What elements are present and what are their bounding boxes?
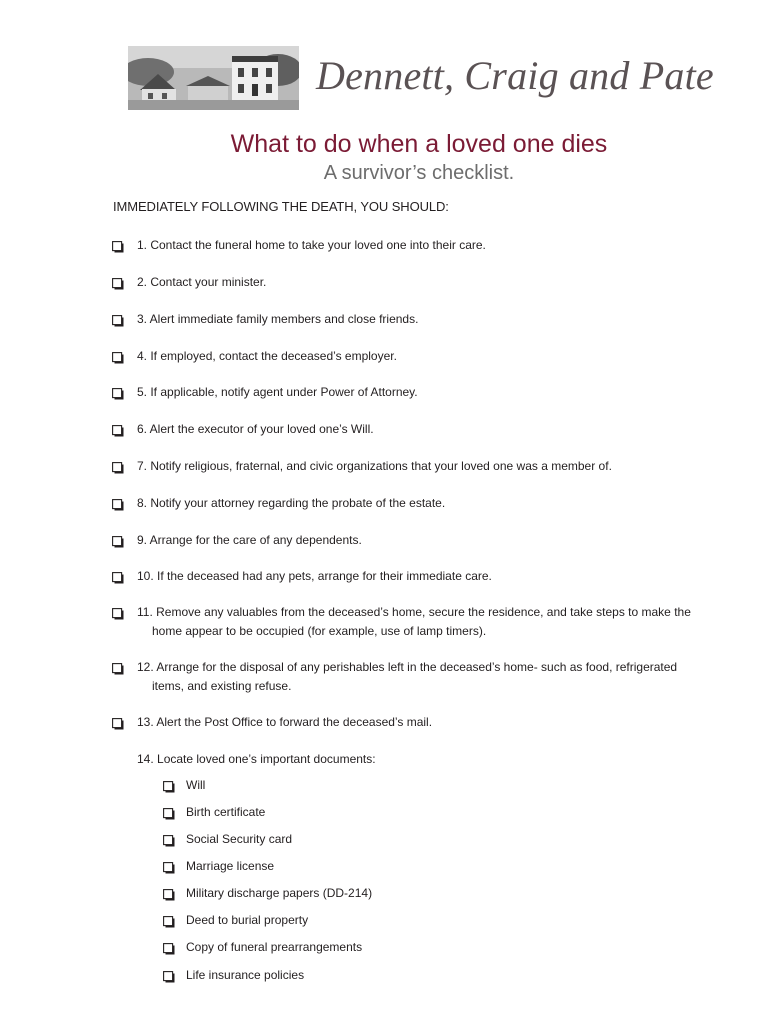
checklist-item-label: 6. Alert the executor of your loved one’s Will.: [137, 422, 374, 436]
firm-name: Dennett, Craig and Pate: [316, 53, 714, 98]
checklist-item-label: 8. Notify your attorney regarding the probate of the estate.: [137, 496, 446, 510]
checkbox-icon[interactable]: [163, 915, 175, 934]
checkbox-icon[interactable]: [112, 717, 124, 736]
checklist-item: [112, 457, 712, 476]
checklist-item: [112, 567, 712, 586]
page-title: What to do when a loved one dies: [230, 130, 608, 158]
checkbox-icon[interactable]: [112, 571, 124, 590]
checkbox-icon[interactable]: [112, 535, 124, 554]
checklist-item: [112, 236, 712, 255]
checkbox-icon[interactable]: [163, 807, 175, 826]
documents-heading: 14. Locate loved one’s important documents:: [137, 752, 376, 766]
checkbox-icon[interactable]: [112, 424, 124, 443]
checkbox-icon[interactable]: [163, 861, 175, 880]
document-item-label: Birth certificate: [186, 805, 266, 819]
page-subtitle: A survivor’s checklist.: [323, 162, 515, 184]
checklist-item: [112, 420, 712, 439]
checkbox-icon[interactable]: [163, 942, 175, 961]
checklist-item-label: 4. If employed, contact the deceased’s employer.: [137, 349, 397, 363]
checklist-item-label: 13. Alert the Post Office to forward the deceased’s mail.: [137, 715, 433, 729]
checklist-item-label: 10. If the deceased had any pets, arrange for their immediate care.: [137, 569, 492, 583]
document-item: [163, 966, 304, 985]
checkbox-icon[interactable]: [163, 780, 175, 799]
checklist-item: [112, 658, 712, 696]
checkbox-icon[interactable]: [112, 387, 124, 406]
document-item-label: Will: [186, 778, 206, 792]
checklist-item-label: 7. Notify religious, fraternal, and civic organizations that your loved one was a member of.: [137, 459, 612, 473]
checklist-item-label: 2. Contact your minister.: [137, 275, 267, 289]
checkbox-icon[interactable]: [112, 240, 124, 259]
checkbox-icon[interactable]: [163, 970, 175, 989]
section-heading: IMMEDIATELY FOLLOWING THE DEATH, YOU SHOULD:: [113, 199, 449, 214]
document-item: [163, 938, 362, 957]
checklist-item: [112, 383, 712, 402]
document-item: [163, 776, 205, 795]
checklist-item-label: 3. Alert immediate family members and close friends.: [137, 312, 419, 326]
checklist-item: [112, 531, 712, 550]
checklist-item-label: 11. Remove any valuables from the deceased’s home, secure the residence, and take steps to make the home appear to be occupied (for example, use of lamp timers).: [137, 605, 691, 638]
document-item-label: Military discharge papers (DD-214): [186, 886, 373, 900]
document-item-label: Social Security card: [186, 832, 293, 846]
checkbox-icon[interactable]: [112, 351, 124, 370]
checklist-item: [112, 273, 712, 292]
document-item-label: Life insurance policies: [186, 968, 305, 982]
checkbox-icon[interactable]: [112, 277, 124, 296]
checkbox-icon[interactable]: [112, 498, 124, 517]
document-item: [163, 803, 265, 822]
document-item-label: Deed to burial property: [186, 913, 309, 927]
checkbox-icon[interactable]: [163, 888, 175, 907]
checklist-item: [112, 603, 712, 641]
checklist-item-label: 9. Arrange for the care of any dependents.: [137, 533, 362, 547]
checklist-item: [112, 347, 712, 366]
building-photo-icon: [128, 46, 299, 110]
document-item: [163, 830, 292, 849]
checklist-item: [112, 310, 712, 329]
checkbox-icon[interactable]: [163, 834, 175, 853]
document-item-label: Copy of funeral prearrangements: [186, 940, 363, 954]
checklist-item: [112, 713, 712, 732]
checkbox-icon[interactable]: [112, 662, 124, 681]
checkbox-icon[interactable]: [112, 461, 124, 480]
document-item: [163, 911, 308, 930]
document-item: [163, 884, 372, 903]
checkbox-icon[interactable]: [112, 314, 124, 333]
checkbox-icon[interactable]: [112, 607, 124, 626]
document-item-label: Marriage license: [186, 859, 275, 873]
document-item: [163, 857, 274, 876]
checklist-item-label: 12. Arrange for the disposal of any perishables left in the deceased’s home- such as food, refrigerated items, and existing refuse.: [137, 660, 678, 693]
building-photo: [128, 46, 299, 110]
checklist-item-label: 1. Contact the funeral home to take your loved one into their care.: [137, 238, 486, 252]
checklist-item: [112, 494, 712, 513]
checklist-item-label: 5. If applicable, notify agent under Power of Attorney.: [137, 385, 418, 399]
